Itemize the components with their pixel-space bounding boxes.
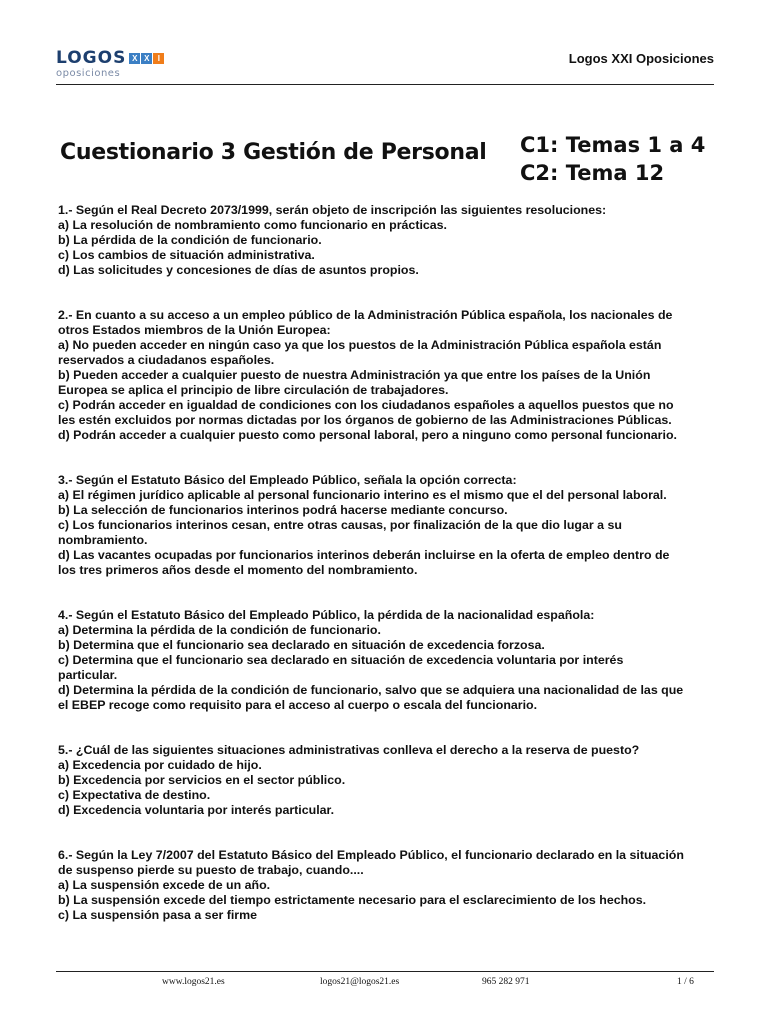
questions-list (58, 203, 718, 953)
page-title: Cuestionario 3 Gestión de Personal (60, 140, 487, 165)
question-line: b) La suspensión excede del tiempo estrictamente necesario para el esclarecimiento de los hechos. (58, 893, 647, 907)
question-text: 5.- ¿Cuál de las siguientes situaciones administrativas conlleva el derecho a la reserva de puesto? (58, 743, 640, 757)
logo-box: X (129, 53, 140, 64)
question-block (58, 203, 718, 278)
question-text: 4.- Según el Estatuto Básico del Empleado Público, la pérdida de la nacionalidad española: (58, 608, 595, 622)
question-block (58, 848, 718, 923)
question-line: particular. (58, 668, 118, 682)
question-text: 1.- Según el Real Decreto 2073/1999, serán objeto de inscripción las siguientes resoluciones: (58, 203, 607, 217)
question-line: b) La pérdida de la condición de funcionario. (58, 233, 322, 247)
question-line: c) Determina que el funcionario sea declarado en situación de excedencia voluntaria por interés (58, 653, 624, 667)
question-line: d) Determina la pérdida de la condición de funcionario, salvo que se adquiera una nacionalidad de las que (58, 683, 684, 697)
question-line: c) Los funcionarios interinos cesan, entre otras causas, por finalización de la que dio lugar a su (58, 518, 622, 532)
logo-mark (56, 50, 165, 67)
question-line: b) La selección de funcionarios interinos podrá hacerse mediante concurso. (58, 503, 508, 517)
footer-divider (56, 971, 714, 972)
question-line: b) Determina que el funcionario sea declarado en situación de excedencia forzosa. (58, 638, 545, 652)
question-line: a) La suspensión excede de un año. (58, 878, 271, 892)
question-line: d) Las solicitudes y concesiones de días de asuntos propios. (58, 263, 419, 277)
question-line: reservados a ciudadanos españoles. (58, 353, 275, 367)
footer-phone: 965 282 971 (482, 977, 530, 987)
question-line: a) Excedencia por cuidado de hijo. (58, 758, 262, 772)
topic-c1: C1: Temas 1 a 4 (520, 133, 706, 157)
question-line: los tres primeros años desde el momento del nombramiento. (58, 563, 418, 577)
question-line: otros Estados miembros de la Unión Europea: (58, 323, 331, 337)
question-line: b) Pueden acceder a cualquier puesto de nuestra Administración ya que entre los países de la Unión (58, 368, 651, 382)
question-block (58, 473, 718, 578)
question-line: a) El régimen jurídico aplicable al personal funcionario interino es el mismo que el del personal laboral. (58, 488, 667, 502)
topics (520, 131, 705, 187)
topic-c2: C2: Tema 12 (520, 161, 665, 185)
header-divider (56, 84, 714, 85)
header-brand: Logos XXI Oposiciones (568, 51, 714, 66)
question-line: c) La suspensión pasa a ser firme (58, 908, 258, 922)
question-line: c) Los cambios de situación administrativa. (58, 248, 315, 262)
question-line: a) La resolución de nombramiento como funcionario en prácticas. (58, 218, 448, 232)
question-line: a) No pueden acceder en ningún caso ya que los puestos de la Administración Pública española están (58, 338, 662, 352)
logo (56, 50, 165, 79)
question-line: les estén excluidos por normas dictadas por los órganos de gobierno de las Administraciones Públicas. (58, 413, 672, 427)
logo-box: I (153, 53, 164, 64)
logo-box: X (141, 53, 152, 64)
question-line: d) Excedencia voluntaria por interés particular. (58, 803, 335, 817)
question-text: 6.- Según la Ley 7/2007 del Estatuto Básico del Empleado Público, el funcionario declarado en la situación (58, 848, 684, 862)
question-block (58, 308, 718, 443)
logo-subtitle: oposiciones (56, 68, 121, 79)
question-block (58, 608, 718, 713)
footer-page-number: 1 / 6 (677, 977, 694, 987)
question-line: d) Las vacantes ocupadas por funcionarios interinos deberán incluirse en la oferta de empleo dentro de (58, 548, 670, 562)
question-line: el EBEP recoge como requisito para el acceso al cuerpo o escala del funcionario. (58, 698, 538, 712)
question-text: 3.- Según el Estatuto Básico del Empleado Público, señala la opción correcta: (58, 473, 517, 487)
question-line: a) Determina la pérdida de la condición de funcionario. (58, 623, 381, 637)
question-line: Europea se aplica el principio de libre circulación de trabajadores. (58, 383, 449, 397)
footer-website: www.logos21.es (162, 977, 225, 987)
question-line: c) Podrán acceder en igualdad de condiciones con los ciudadanos españoles a aquellos puestos que no (58, 398, 674, 412)
question-line: nombramiento. (58, 533, 148, 547)
logo-word: LOGOS (56, 48, 127, 68)
question-block (58, 743, 718, 818)
question-line: c) Expectativa de destino. (58, 788, 211, 802)
question-text: 2.- En cuanto a su acceso a un empleo público de la Administración Pública española, los nacionales de (58, 308, 673, 322)
logo-boxes (129, 53, 165, 64)
question-line: b) Excedencia por servicios en el sector público. (58, 773, 346, 787)
question-line: d) Podrán acceder a cualquier puesto como personal laboral, pero a ninguno como personal funcionario. (58, 428, 677, 442)
question-line: de suspenso pierde su puesto de trabajo, cuando.... (58, 863, 364, 877)
footer-email: logos21@logos21.es (320, 977, 400, 987)
